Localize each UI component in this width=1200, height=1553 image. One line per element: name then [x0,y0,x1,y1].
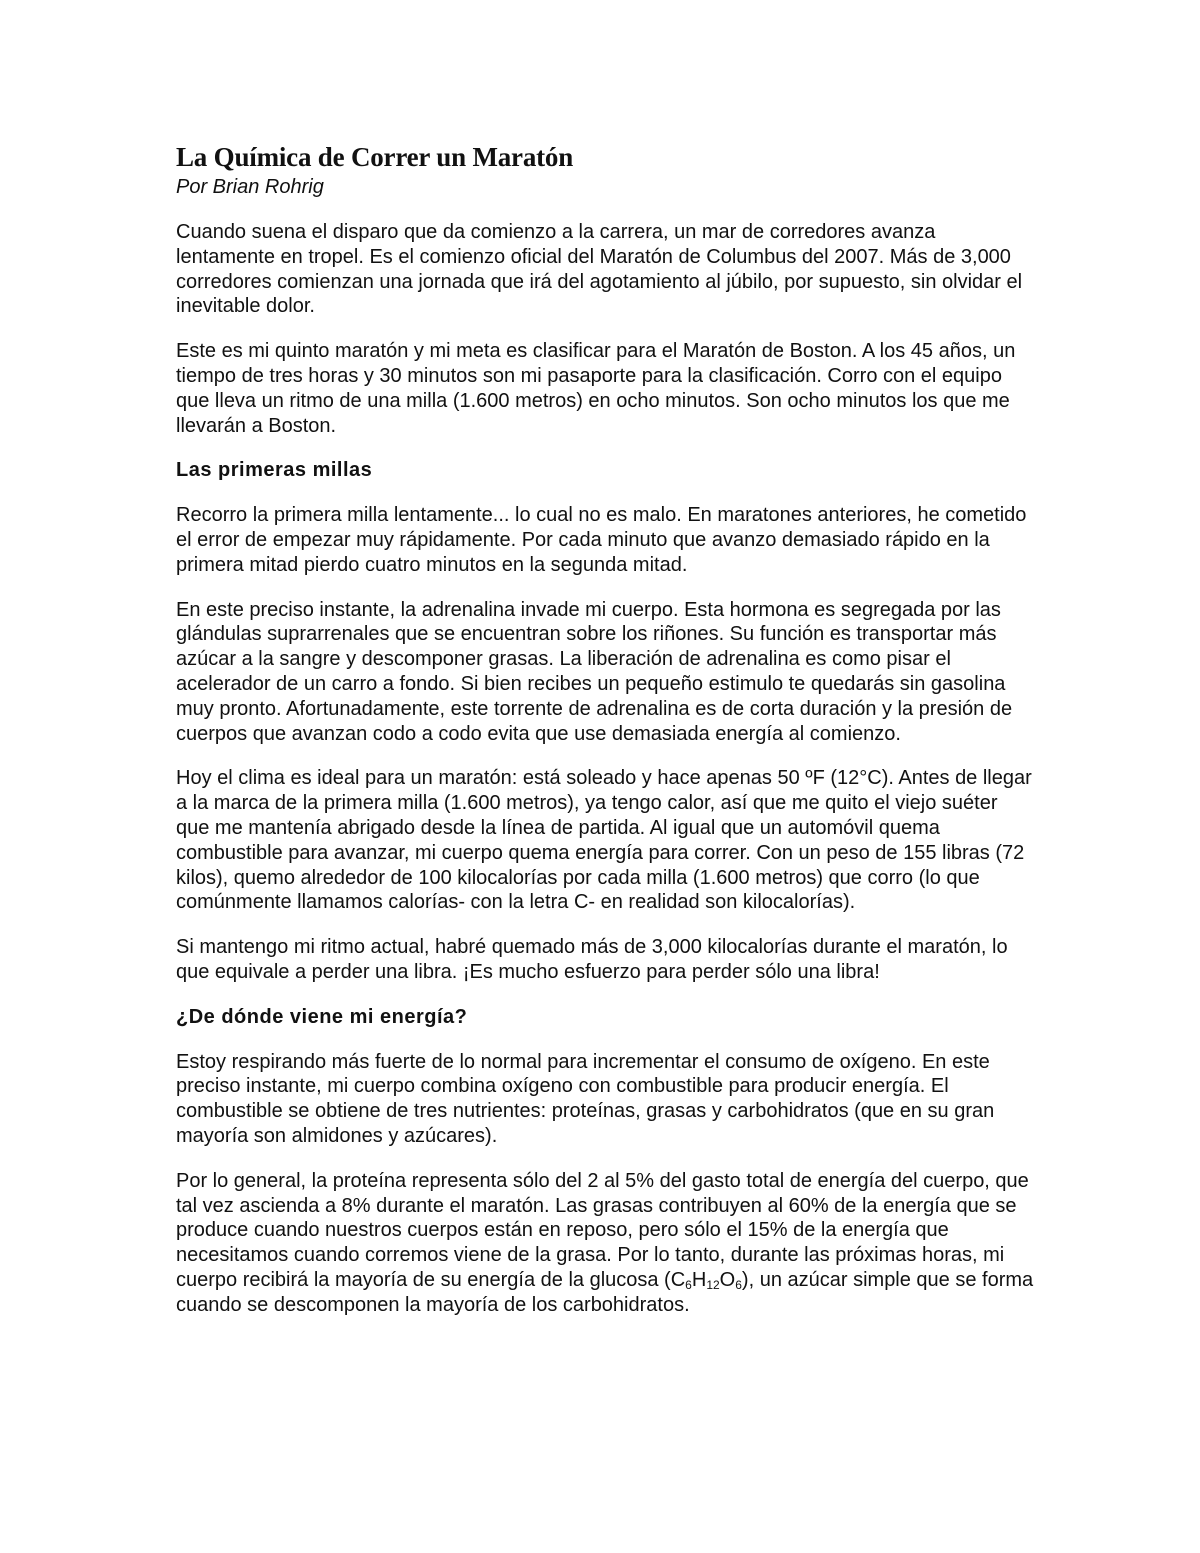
paragraph: Este es mi quinto maratón y mi meta es clasificar para el Maratón de Boston. A los 45 años, un tiempo de tres horas y 30 minutos son mi pasaporte para la clasificación. Corro con el equipo que lleva un ritmo de una milla (1.600 metros) en ocho minutos. Son ocho minutos los que me llevarán a Boston. [176,340,1016,437]
section-heading: Las primeras millas [176,459,373,482]
document-title: La Química de Correr un Maratón [176,142,574,172]
document-page [176,140,1036,1337]
paragraph: Si mantengo mi ritmo actual, habré quemado más de 3,000 kilocalorías durante el maratón, lo que equivale a perder una libra. ¡Es mucho esfuerzo para perder sólo una libra! [176,936,1008,983]
paragraph: Hoy el clima es ideal para un maratón: está soleado y hace apenas 50 ºF (12°C). Antes de llegar a la marca de la primera milla (1.600 metros), ya tengo calor, así que me quito el viejo suéter que me mantenía abrigado desde la línea de partida. Al igual que un automóvil quema combustible para avanzar, mi cuerpo quema energía para correr. Con un peso de 155 libras (72 kilos), quemo alrededor de 100 kilocalorías por cada milla (1.600 metros) que corro (lo que comúnmente llamamos calorías- con la letra C- en realidad son kilocalorías). [176,767,1032,914]
author-byline: Por Brian Rohrig [176,176,324,198]
paragraph-text: ), un azúcar simple que se forma cuando se descomponen la mayoría de los carbohidratos. [176,1268,1034,1316]
paragraph: Estoy respirando más fuerte de lo normal para incrementar el consumo de oxígeno. En este preciso instante, mi cuerpo combina oxígeno con combustible para producir energía. El combustible se obtiene de tres nutrientes: proteínas, grasas y carbohidratos (que en su gran mayoría son almidones y azúcares). [176,1050,995,1147]
paragraph: Cuando suena el disparo que da comienzo a la carrera, un mar de corredores avanza lentamente en tropel. Es el comienzo oficial del Maratón de Columbus del 2007. Más de 3,000 corredores comienzan una jornada que irá del agotamiento al júbilo, por supuesto, sin olvidar el inevitable dolor. [176,221,1023,318]
paragraph-glucose [176,1169,1036,1318]
paragraph-text: Por lo general, la proteína representa sólo del 2 al 5% del gasto total de energía del cuerpo, que tal vez ascienda a 8% durante el maratón. Las grasas contribuyen al 60% de la energía que se produce cuando nuestros cuerpos están en reposo, pero sólo el 15% de la energía que necesitamos cuando corremos viene de la grasa. Por lo tanto, durante las próximas horas, mi cuerpo recibirá la mayoría de su energía de la glucosa ( [176,1169,1029,1291]
paragraph: Recorro la primera milla lentamente... lo cual no es malo. En maratones anteriores, he cometido el error de empezar muy rápidamente. Por cada minuto que avanzo demasiado rápido en la primera mitad pierdo cuatro minutos en la segunda mitad. [176,504,1027,576]
paragraph: En este preciso instante, la adrenalina invade mi cuerpo. Esta hormona es segregada por las glándulas suprarrenales que se encuentran sobre los riñones. Su función es transportar más azúcar a la sangre y descomponer grasas. La liberación de adrenalina es como pisar el acelerador de un carro a fondo. Si bien recibes un pequeño estimulo te quedarás sin gasolina muy pronto. Afortunadamente, este torrente de adrenalina es de corta duración y la presión de cuerpos que avanzan codo a codo evita que use demasiada energía al comienzo. [176,598,1013,745]
section-heading: ¿De dónde viene mi energía? [176,1005,468,1028]
glucose-formula: $C_6H_{12}O_6$ [670,1268,742,1292]
